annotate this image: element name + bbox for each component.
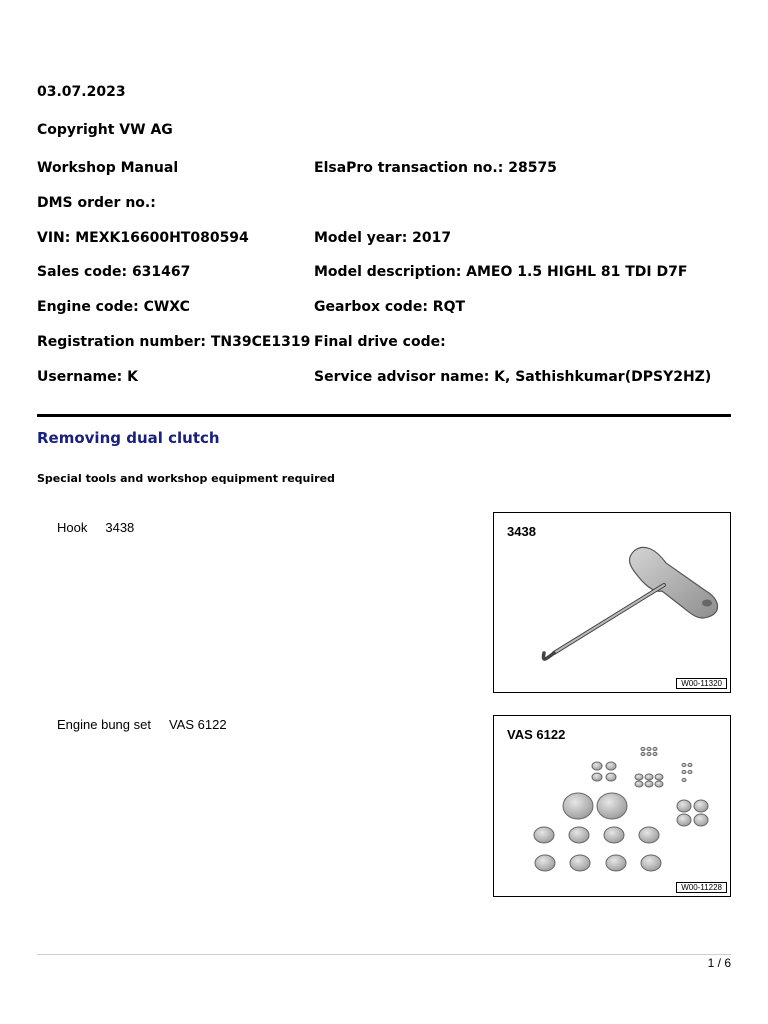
tool-item-engine-bung-set — [57, 717, 227, 732]
figure-hook — [493, 512, 731, 693]
final-drive-code: Final drive code: — [314, 334, 446, 350]
figure-label: VAS 6122 — [507, 727, 566, 742]
figure-label: 3438 — [507, 524, 536, 539]
print-date: 03.07.2023 — [37, 84, 126, 100]
copyright: Copyright VW AG — [37, 122, 173, 138]
tool-item-hook — [57, 520, 134, 535]
transaction-number: ElsaPro transaction no.: 28575 — [314, 160, 557, 176]
username: Username: K — [37, 369, 138, 385]
hook-tool-illustration — [494, 513, 730, 692]
figure-code: W00-11320 — [676, 678, 727, 689]
bung-set-illustration — [494, 716, 730, 896]
section-subtitle: Special tools and workshop equipment required — [37, 472, 335, 485]
sales-code: Sales code: 631467 — [37, 264, 191, 280]
engine-code: Engine code: CWXC — [37, 299, 190, 315]
gearbox-code: Gearbox code: RQT — [314, 299, 466, 315]
model-description: Model description: AMEO 1.5 HIGHL 81 TDI D7F — [314, 264, 688, 280]
tool-name: Hook — [57, 520, 88, 535]
figure-code: W00-11228 — [676, 882, 727, 893]
service-advisor: Service advisor name: K, Sathishkumar(DPSY2HZ) — [314, 369, 712, 385]
vin: VIN: MEXK16600HT080594 — [37, 230, 249, 246]
tool-name: Engine bung set — [57, 717, 151, 732]
registration-number: Registration number: TN39CE1319 — [37, 334, 311, 350]
header-divider — [37, 414, 731, 417]
section-title: Removing dual clutch — [37, 429, 220, 447]
figure-engine-bung-set — [493, 715, 731, 897]
dms-order: DMS order no.: — [37, 195, 156, 211]
manual-type: Workshop Manual — [37, 160, 179, 176]
tool-number: VAS 6122 — [168, 717, 227, 732]
page-number: 1 / 6 — [707, 956, 731, 970]
footer-divider — [37, 954, 731, 955]
tool-number: 3438 — [105, 520, 135, 535]
model-year: Model year: 2017 — [314, 230, 452, 246]
